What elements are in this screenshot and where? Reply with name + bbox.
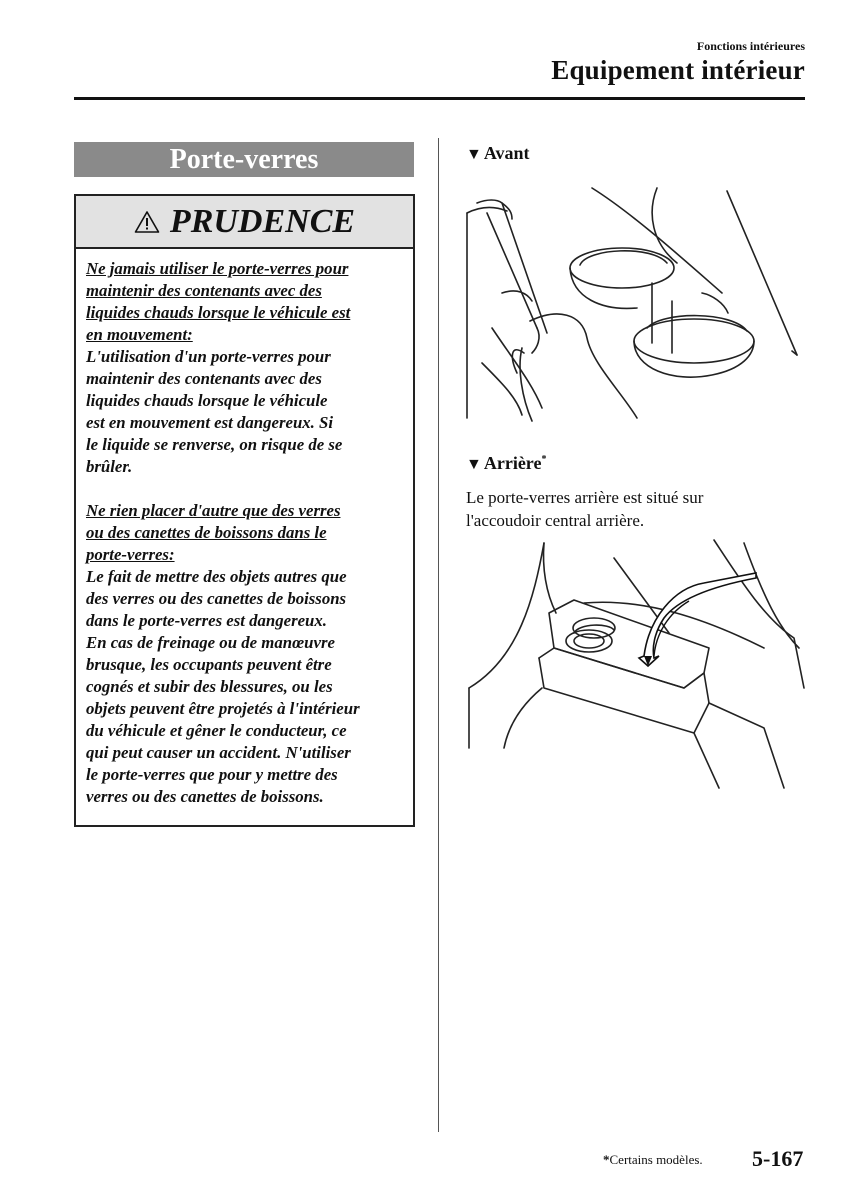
warning-text-line: le porte-verres que pour y mettre des xyxy=(86,765,338,784)
warning-header xyxy=(76,196,413,249)
rear-text-line: l'accoudoir central arrière. xyxy=(466,511,645,530)
warning-heading-line: maintenir des contenants avec des xyxy=(86,281,322,300)
warning-heading-line: liquides chauds lorsque le véhicule est xyxy=(86,303,351,322)
footnote-text: Certains modèles. xyxy=(609,1152,703,1167)
rear-subheading xyxy=(466,453,546,474)
warning-heading-line: porte-verres: xyxy=(86,545,175,564)
warning-text-line: le liquide se renverse, on risque de se xyxy=(86,435,343,454)
column-divider xyxy=(438,138,439,1132)
rear-description xyxy=(466,486,806,532)
footnote-asterisk: * xyxy=(603,1152,610,1167)
rear-armrest-illustration xyxy=(464,538,807,793)
warning-heading-line: ou des canettes de boissons dans le xyxy=(86,523,327,542)
warning-text-line: maintenir des contenants avec des xyxy=(86,369,322,388)
warning-text-line: Le fait de mettre des objets autres que xyxy=(86,567,347,586)
rear-text-line: Le porte-verres arrière est situé sur xyxy=(466,488,704,507)
warning-triangle-icon xyxy=(134,210,160,234)
warning-heading-line: Ne jamais utiliser le porte-verres pour xyxy=(86,259,349,278)
warning-text-line: En cas de freinage ou de manœuvre xyxy=(86,633,335,652)
warning-text-line: verres ou des canettes de boissons. xyxy=(86,787,324,806)
warning-text-line: liquides chauds lorsque le véhicule xyxy=(86,391,328,410)
warning-text-line: L'utilisation d'un porte-verres pour xyxy=(86,347,331,366)
warning-text-line: cognés et subir des blessures, ou les xyxy=(86,677,333,696)
page-number: 5-167 xyxy=(752,1146,804,1171)
front-heading-label: Avant xyxy=(483,143,530,163)
chapter-label: Fonctions intérieures xyxy=(696,39,805,53)
warning-box xyxy=(74,194,415,827)
warning-text-line: dans le porte-verres est dangereux. xyxy=(86,611,327,630)
warning-text-line: est en mouvement est dangereux. Si xyxy=(86,413,334,432)
header-rule xyxy=(74,97,805,100)
warning-text-line: du véhicule et gêner le conducteur, ce xyxy=(86,721,347,740)
footnote-asterisk: * xyxy=(541,454,547,465)
warning-heading-line: Ne rien placer d'autre que des verres xyxy=(86,501,341,520)
warning-text-line: brûler. xyxy=(86,457,133,476)
triangle-down-icon: ▼ xyxy=(466,456,482,473)
warning-text-line: des verres ou des canettes de boissons xyxy=(86,589,347,608)
section-title: Porte-verres xyxy=(74,142,414,177)
footnote xyxy=(603,1152,703,1168)
front-subheading xyxy=(466,143,530,164)
front-cupholder-illustration xyxy=(462,183,807,428)
triangle-down-icon: ▼ xyxy=(466,146,482,163)
warning-heading-line: en mouvement: xyxy=(86,325,193,344)
warning-text-line: qui peut causer un accident. N'utiliser xyxy=(86,743,351,762)
warning-title: PRUDENCE xyxy=(169,202,356,240)
warning-body xyxy=(76,249,413,808)
page-title: Equipement intérieur xyxy=(551,55,805,85)
warning-text-line: brusque, les occupants peuvent être xyxy=(86,655,332,674)
rear-heading-label: Arrière xyxy=(483,453,542,473)
warning-text-line: objets peuvent être projetés à l'intérieur xyxy=(86,699,360,718)
